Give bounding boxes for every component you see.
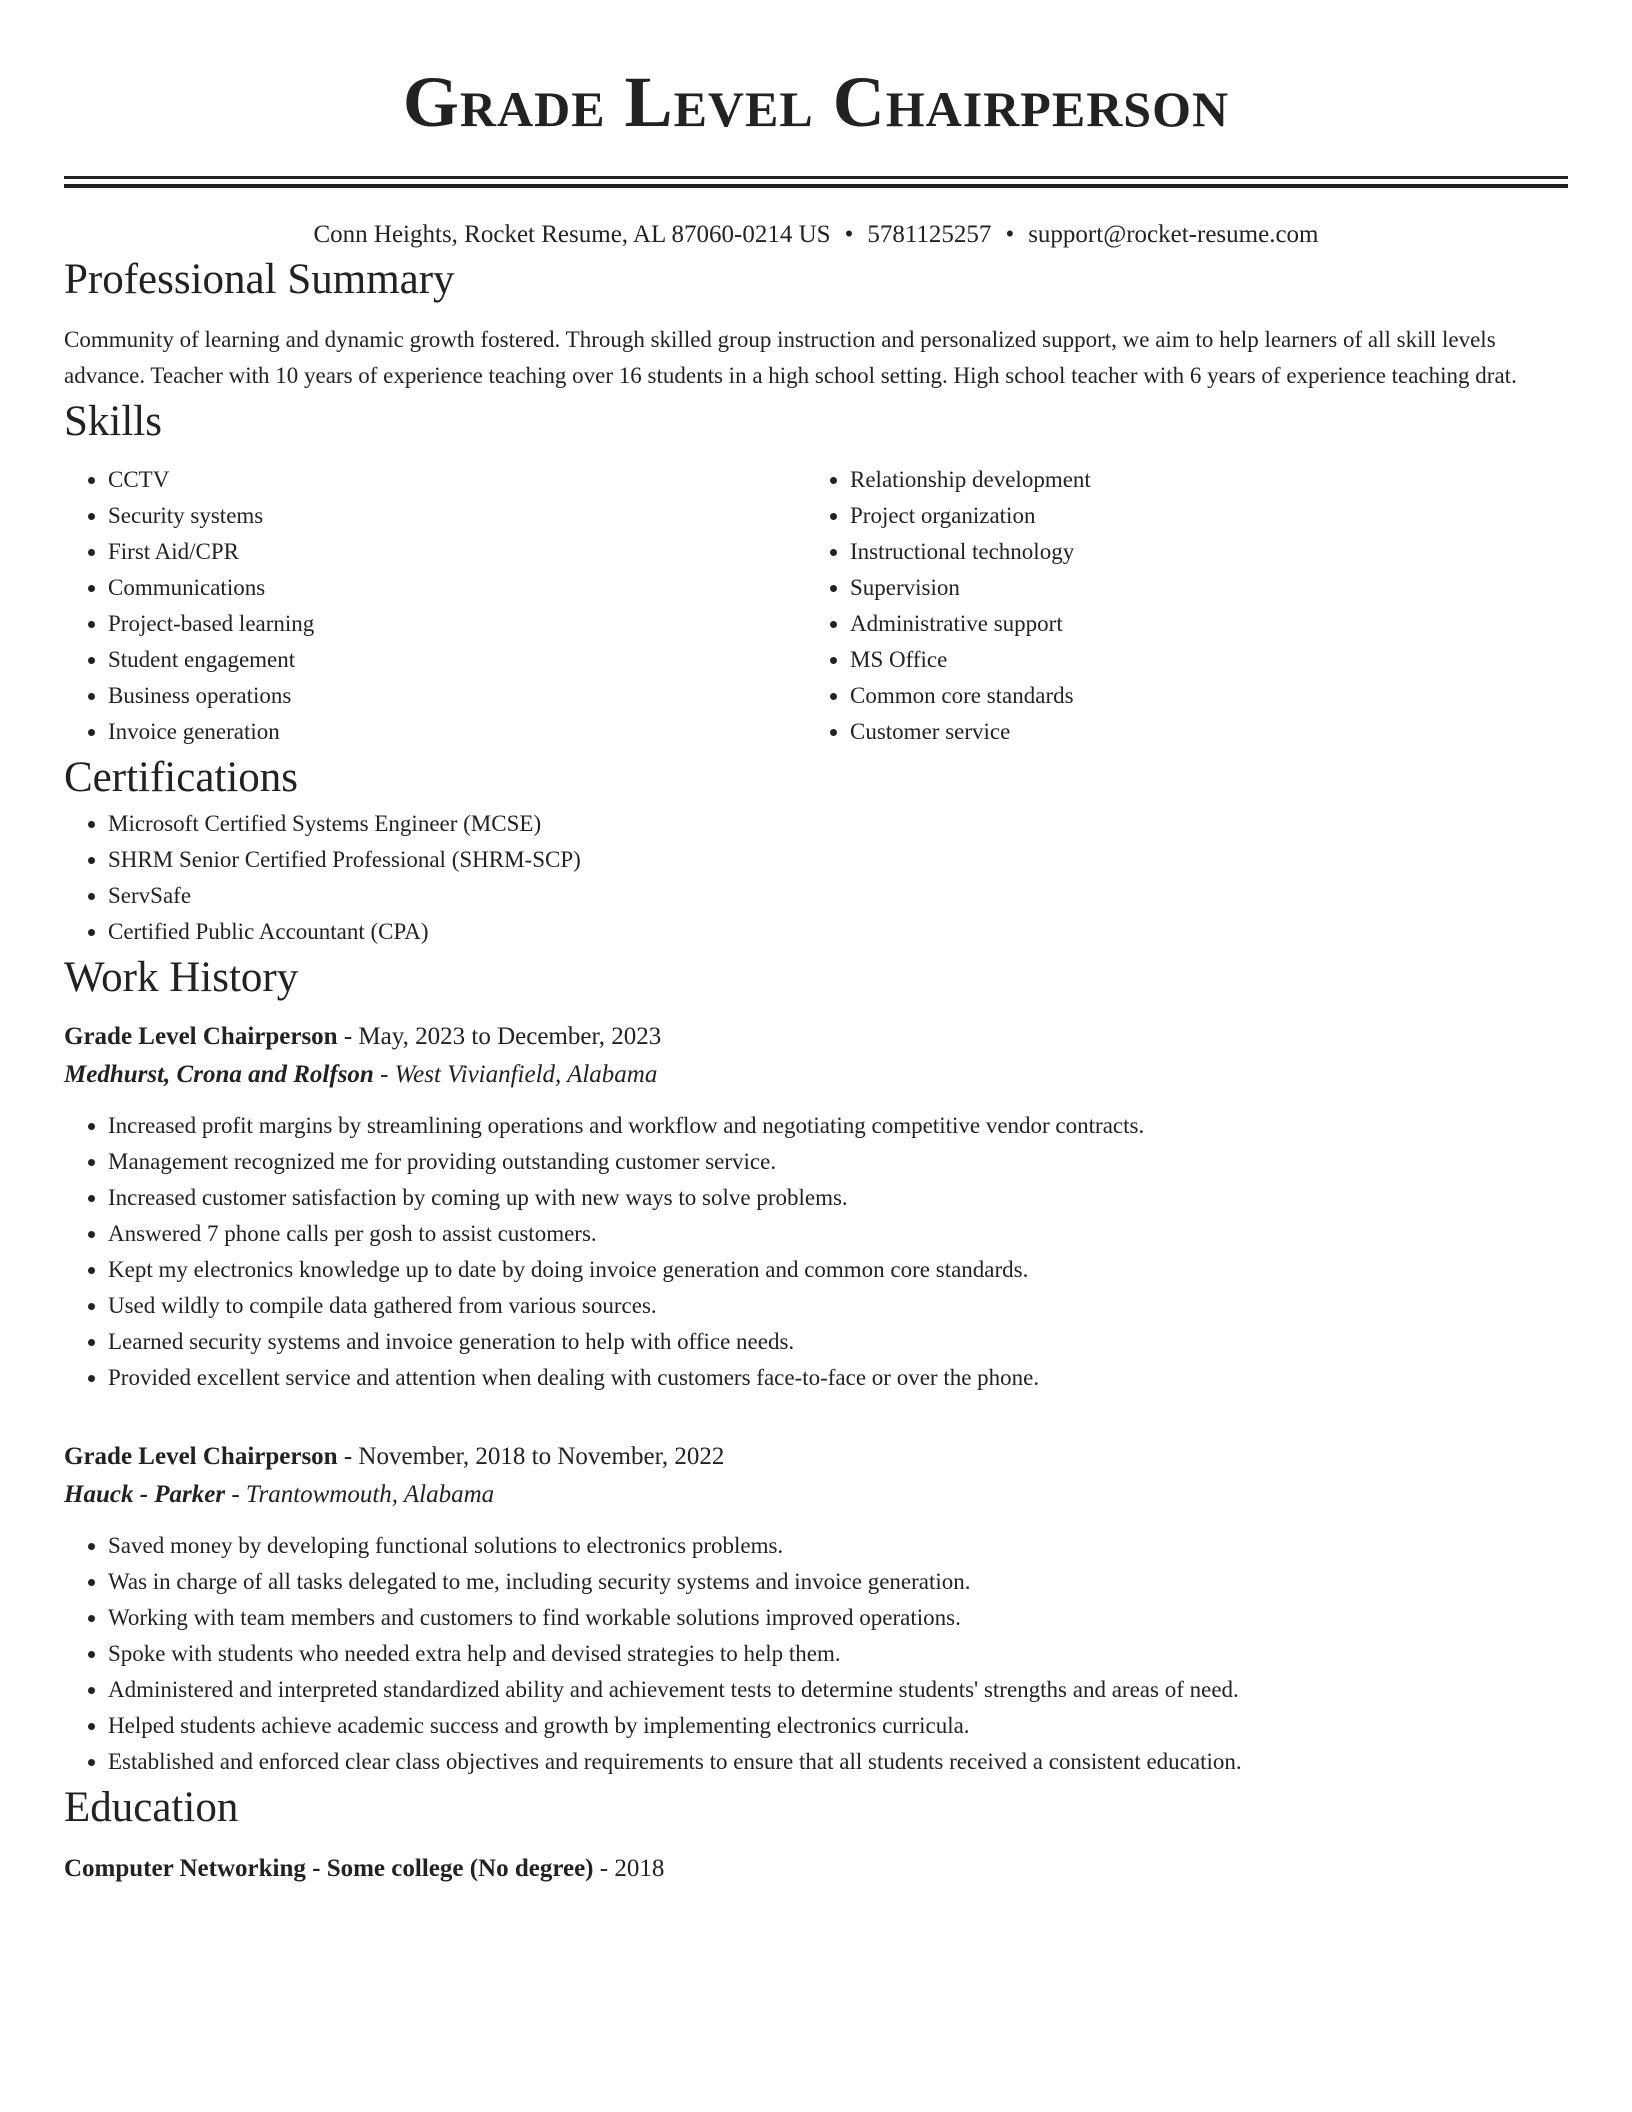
contact-line [64, 218, 1568, 252]
list-item: • ServSafe [108, 878, 1568, 914]
job-employer [64, 1056, 1568, 1094]
list-item: • Customer service [850, 714, 1548, 750]
list-item: • Answered 7 phone calls per gosh to assist customers. [108, 1216, 1568, 1252]
list-item: • Administrative support [850, 606, 1548, 642]
list-item: • Student engagement [108, 642, 806, 678]
job-title: Grade Level Chairperson [64, 1443, 338, 1470]
list-item: • Project organization [850, 498, 1548, 534]
list-item: • Established and enforced clear class objectives and requirements to ensure that all students received a consistent education. [108, 1744, 1568, 1780]
list-item: • Relationship development [850, 462, 1548, 498]
list-item: • CCTV [108, 462, 806, 498]
contact-email: support@rocket-resume.com [1028, 221, 1319, 248]
skills-list-left [64, 462, 806, 750]
education-entry [64, 1850, 1568, 1888]
section-title-certifications: Certifications [64, 754, 299, 801]
job-dates: - May, 2023 to December, 2023 [337, 1023, 662, 1050]
list-item: • First Aid/CPR [108, 534, 806, 570]
list-item: • Kept my electronics knowledge up to date by doing invoice generation and common core standards. [108, 1252, 1568, 1288]
list-item: • Management recognized me for providing outstanding customer service. [108, 1144, 1568, 1180]
job-dates: - November, 2018 to November, 2022 [337, 1443, 725, 1470]
list-item: • Used wildly to compile data gathered from various sources. [108, 1288, 1568, 1324]
section-title-summary: Professional Summary [64, 256, 455, 303]
section-title-work-history: Work History [64, 954, 299, 1001]
job-employer [64, 1476, 1568, 1514]
list-item: • Provided excellent service and attention when dealing with customers face-to-face or over the phone. [108, 1360, 1568, 1396]
list-item: • Business operations [108, 678, 806, 714]
list-item: • Communications [108, 570, 806, 606]
education-year: - 2018 [593, 1855, 665, 1882]
certifications-list [64, 806, 1568, 950]
job-heading [64, 1438, 1568, 1476]
job-company: Hauck - Parker [64, 1481, 226, 1508]
contact-separator: • [1005, 221, 1015, 248]
job-bullets [64, 1108, 1568, 1396]
job-location: - Trantowmouth, Alabama [225, 1481, 495, 1508]
job-location: - West Vivianfield, Alabama [373, 1061, 658, 1088]
list-item: • Saved money by developing functional solutions to electronics problems. [108, 1528, 1568, 1564]
list-item: • Certified Public Accountant (CPA) [108, 914, 1568, 950]
job-company: Medhurst, Crona and Rolfson [64, 1061, 374, 1088]
list-item: • Common core standards [850, 678, 1548, 714]
job-entry [64, 1018, 1568, 1396]
job-bullets [64, 1528, 1568, 1780]
section-title-skills: Skills [64, 398, 162, 445]
list-item: • Microsoft Certified Systems Engineer (MCSE) [108, 806, 1568, 842]
contact-separator: • [844, 221, 854, 248]
list-item: • MS Office [850, 642, 1548, 678]
job-title: Grade Level Chairperson [64, 1023, 338, 1050]
skills-list-right [806, 462, 1548, 750]
header-divider [64, 176, 1568, 188]
contact-phone: 5781125257 [867, 221, 992, 248]
list-item: • Spoke with students who needed extra help and devised strategies to help them. [108, 1636, 1568, 1672]
job-heading [64, 1018, 1568, 1056]
list-item: • Increased customer satisfaction by coming up with new ways to solve problems. [108, 1180, 1568, 1216]
list-item: • Was in charge of all tasks delegated to me, including security systems and invoice generation. [108, 1564, 1568, 1600]
list-item: • Helped students achieve academic success and growth by implementing electronics curricula. [108, 1708, 1568, 1744]
list-item: • Security systems [108, 498, 806, 534]
summary-text: Community of learning and dynamic growth fostered. Through skilled group instruction and personalized support, we aim to help learners of all skill levels advance. Teacher with 10 years of experience teaching over 16 students in a high school setting. High school teacher with 6 years of experience teaching drat. [64, 327, 1517, 388]
section-title-education: Education [64, 1784, 239, 1831]
contact-address: Conn Heights, Rocket Resume, AL 87060-0214 US [313, 221, 831, 248]
list-item: • Instructional technology [850, 534, 1548, 570]
list-item: • Learned security systems and invoice generation to help with office needs. [108, 1324, 1568, 1360]
list-item: • Increased profit margins by streamlining operations and workflow and negotiating competitive vendor contracts. [108, 1108, 1568, 1144]
candidate-name: Grade Level Chairperson [402, 62, 1230, 142]
job-entry [64, 1438, 1568, 1780]
list-item: • Working with team members and customers to find workable solutions improved operations. [108, 1600, 1568, 1636]
list-item: • Project-based learning [108, 606, 806, 642]
list-item: • Supervision [850, 570, 1548, 606]
list-item: • SHRM Senior Certified Professional (SHRM-SCP) [108, 842, 1568, 878]
skills-columns [64, 462, 1568, 750]
education-degree: Computer Networking - Some college (No degree) [64, 1855, 594, 1882]
list-item: • Invoice generation [108, 714, 806, 750]
list-item: • Administered and interpreted standardized ability and achievement tests to determine students' strengths and areas of need. [108, 1672, 1568, 1708]
